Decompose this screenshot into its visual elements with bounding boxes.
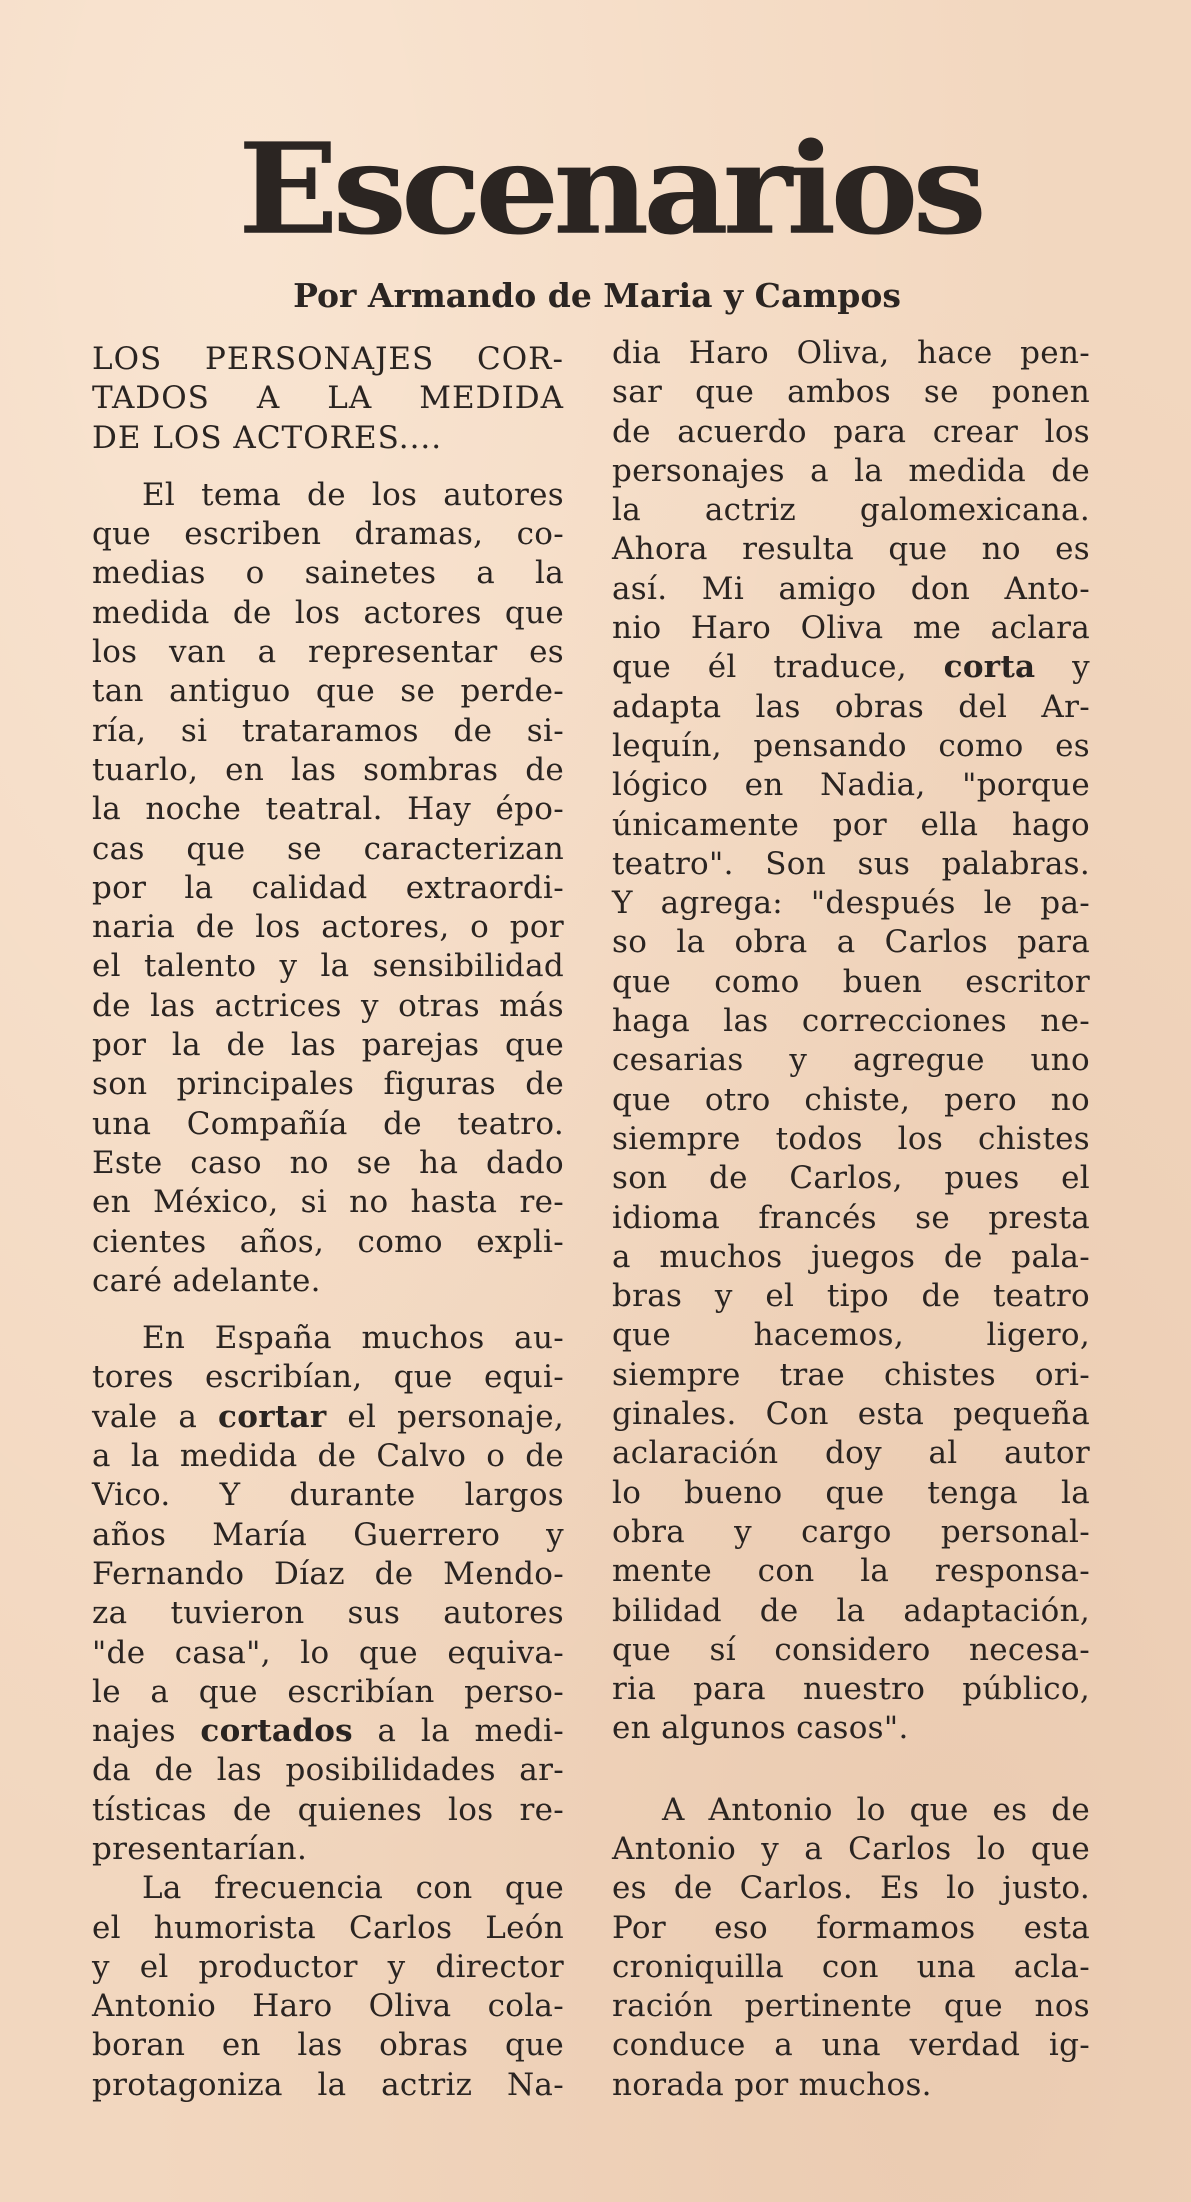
text-line: da de las posibilidades ar- <box>92 1752 564 1789</box>
text-line: Por eso formamos esta <box>612 1909 1090 1946</box>
text-line: de acuerdo para crear los <box>612 413 1090 450</box>
text-line: que sí considero necesa- <box>612 1631 1090 1668</box>
text-line: caré adelante. <box>92 1262 321 1299</box>
paragraph <box>92 1319 564 1869</box>
text-line: ración pertinente que nos <box>612 1988 1090 2025</box>
text-line: Fernando Díaz de Mendo- <box>92 1555 564 1592</box>
masthead-title: Escenarios <box>238 115 981 264</box>
text-line: únicamente por ella hago <box>612 806 1090 843</box>
text-line: tores escribían, que equi- <box>92 1359 564 1396</box>
text-line: el humorista Carlos León <box>92 1909 564 1946</box>
text-line: siempre todos los chistes <box>612 1120 1090 1157</box>
text-line: lógico en Nadia, "porque <box>612 767 1090 804</box>
paragraph <box>612 1791 1090 2105</box>
paragraph <box>92 1869 564 2105</box>
text-line: cesarias y agregue uno <box>612 1042 1090 1079</box>
text-line: protagoniza la actriz Na- <box>92 2066 564 2103</box>
headline-line: DE LOS ACTORES.... <box>92 419 443 456</box>
text-line: Este caso no se ha dado <box>92 1144 564 1181</box>
text-line: los van a representar es <box>92 634 564 671</box>
text-line: así. Mi amigo don Anto- <box>612 570 1090 607</box>
text-line: que hacemos, ligero, <box>612 1317 1090 1354</box>
text-line: idioma francés se presta <box>612 1199 1090 1236</box>
text-run: que él traduce, <box>612 649 944 686</box>
text-line: conduce a una verdad ig- <box>612 2027 1090 2064</box>
text-line: lo bueno que tenga la <box>612 1474 1090 1511</box>
text-line: aclaración doy al autor <box>612 1435 1090 1472</box>
text-line: personajes a la medida de <box>612 452 1090 489</box>
text-run: najes <box>92 1713 201 1750</box>
text-run: a la medi- <box>352 1713 564 1750</box>
text-line: haga las correcciones ne- <box>612 1003 1090 1040</box>
text-line: Antonio Haro Oliva cola- <box>92 1988 564 2025</box>
bold-word: cortados <box>200 1713 353 1750</box>
text-line: sar que ambos se ponen <box>612 374 1090 411</box>
text-line: la noche teatral. Hay épo- <box>92 791 564 828</box>
text-line: por la calidad extraordi- <box>92 869 564 906</box>
text-line: lequín, pensando como es <box>612 727 1090 764</box>
text-line: son principales figuras de <box>92 1066 564 1103</box>
text-line: cientes años, como expli- <box>92 1223 564 1260</box>
text-line: a muchos juegos de pala- <box>612 1238 1090 1275</box>
text-run: el personaje, <box>326 1398 564 1435</box>
text-line: la actriz galomexicana. <box>612 492 1090 529</box>
text-line: tan antiguo que se perde- <box>92 673 564 710</box>
text-line: le a que escribían perso- <box>92 1673 564 1710</box>
text-line: es de Carlos. Es lo justo. <box>612 1870 1090 1907</box>
paragraph <box>612 334 1090 1749</box>
right-column <box>612 334 1090 2105</box>
text-line: za tuvieron sus autores <box>92 1595 564 1632</box>
headline-line: LOS PERSONAJES COR- <box>92 341 564 377</box>
text-line: Ahora resulta que no es <box>612 531 1090 568</box>
text-line: Antonio y a Carlos lo que <box>612 1830 1090 1867</box>
text-line: mente con la responsa- <box>612 1553 1090 1590</box>
text-line: presentarían. <box>92 1830 308 1867</box>
text-line: de las actrices y otras más <box>92 987 564 1024</box>
text-line: ria para nuestro público, <box>612 1671 1090 1708</box>
text-line: por la de las parejas que <box>92 1027 564 1064</box>
text-line: tuarlo, en las sombras de <box>92 751 564 788</box>
text-line: norada por muchos. <box>612 2066 932 2103</box>
text-line: "de casa", lo que equiva- <box>92 1634 564 1671</box>
text-line: son de Carlos, pues el <box>612 1160 1090 1197</box>
bold-word: cortar <box>218 1398 327 1435</box>
text-line: dia Haro Oliva, hace pen- <box>612 335 1090 371</box>
text-line: una Compañía de teatro. <box>92 1105 564 1142</box>
text-line: Vico. Y durante largos <box>92 1477 564 1514</box>
text-line: años María Guerrero y <box>92 1516 564 1553</box>
paragraph <box>92 476 564 1301</box>
text-line <box>612 648 1090 687</box>
text-line: siempre trae chistes ori- <box>612 1356 1090 1393</box>
text-line: adapta las obras del Ar- <box>612 688 1090 725</box>
text-line: que como buen escritor <box>612 963 1090 1000</box>
text-run: y <box>1035 649 1090 686</box>
text-line: En España muchos au- <box>142 1320 564 1357</box>
text-run: vale a <box>92 1398 219 1435</box>
headline-line: TADOS A LA MEDIDA <box>92 380 564 417</box>
text-line: el talento y la sensibilidad <box>92 948 564 985</box>
text-line: ría, si trataramos de si- <box>92 712 564 749</box>
text-line: nio Haro Oliva me aclara <box>612 610 1090 647</box>
text-line: croniquilla con una acla- <box>612 1948 1090 1985</box>
text-line: La frecuencia con que <box>142 1870 564 1907</box>
text-line: bras y el tipo de teatro <box>612 1278 1090 1315</box>
text-line: so la obra a Carlos para <box>612 924 1090 961</box>
text-line: que otro chiste, pero no <box>612 1081 1090 1118</box>
text-line: y el productor y director <box>92 1948 564 1985</box>
text-line: A Antonio lo que es de <box>662 1791 1090 1828</box>
text-line: medias o sainetes a la <box>92 555 564 592</box>
text-line: bilidad de la adaptación, <box>612 1592 1090 1629</box>
text-line: a la medida de Calvo o de <box>92 1438 564 1475</box>
text-line: ginales. Con esta pequeña <box>612 1396 1090 1433</box>
text-line: El tema de los autores <box>142 476 564 513</box>
bold-word: corta <box>943 649 1036 686</box>
text-line: en México, si no hasta re- <box>92 1184 564 1221</box>
left-column <box>92 340 564 2105</box>
text-line: medida de los actores que <box>92 594 564 631</box>
byline: Por Armando de Maria y Campos <box>293 276 901 315</box>
text-line: tísticas de quienes los re- <box>92 1791 564 1828</box>
text-line: obra y cargo personal- <box>612 1513 1090 1550</box>
text-line: teatro". Son sus palabras. <box>612 845 1090 882</box>
text-line: cas que se caracterizan <box>92 830 564 867</box>
text-line: que escriben dramas, co- <box>92 516 564 553</box>
text-line <box>92 1712 564 1751</box>
text-line: Y agrega: "después le pa- <box>612 885 1090 922</box>
text-line: en algunos casos". <box>612 1710 909 1747</box>
text-line <box>92 1398 564 1437</box>
text-line: boran en las obras que <box>92 2027 564 2064</box>
text-line: naria de los actores, o por <box>92 909 564 946</box>
